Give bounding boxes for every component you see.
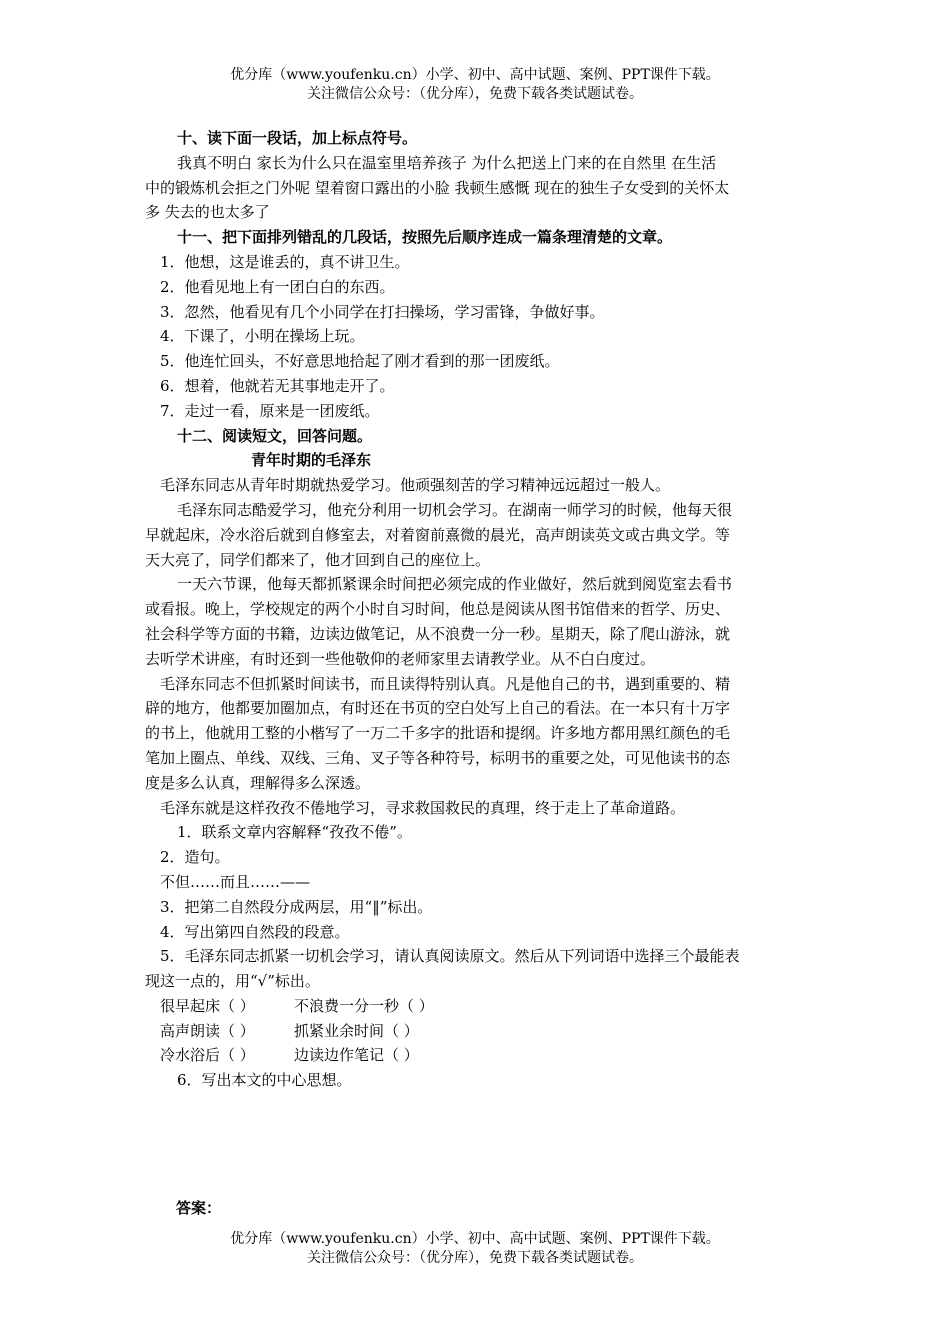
question-3: 3．把第二自然段分成两层，用“‖”标出。 (160, 897, 433, 916)
footer-line-2: 关注微信公众号：（优分库），免费下载各类试题试卷。 (307, 1250, 643, 1266)
section-11-item: 4．下课了，小明在操场上玩。 (160, 327, 365, 346)
question-5: 现这一点的，用“√”标出。 (145, 972, 320, 991)
article-paragraph-3: 一天六节课，他每天都抓紧课余时间把必须完成的作业做好，然后就到阅览室去看书 (177, 575, 733, 594)
section-10-line: 我真不明白 家长为什么只在温室里培养孩子 为什么把送上门来的在自然里 在生活 (177, 153, 717, 172)
option-item: 边读边作笔记（ ） (294, 1046, 419, 1065)
section-10-line: 中的锻炼机会拒之门外呢 望着窗口露出的小脸 我顿生感慨 现在的独生子女受到的关怀太 (145, 178, 730, 197)
question-5: 5．毛泽东同志抓紧一切机会学习，请认真阅读原文。然后从下列词语中选择三个最能表 (160, 947, 740, 966)
section-11-item: 3．忽然，他看见有几个小同学在打扫操场，学习雷锋，争做好事。 (160, 302, 605, 321)
option-row (145, 1043, 811, 1068)
header-line-2: 关注微信公众号：（优分库），免费下载各类试题试卷。 (307, 86, 643, 102)
section-11-item: 2．他看见地上有一团白白的东西。 (160, 277, 395, 296)
section-12-title: 十二、阅读短文，回答问题。 (177, 426, 373, 445)
article-paragraph-3: 社会科学等方面的书籍，边读边做笔记，从不浪费一分一秒。星期天，除了爬山游泳，就 (145, 624, 731, 643)
option-row (145, 994, 811, 1019)
option-item: 高声朗读（ ） (160, 1021, 255, 1040)
option-item: 冷水浴后（ ） (160, 1046, 255, 1065)
document-body (145, 126, 811, 1093)
question-2: 2．造句。 (160, 848, 230, 867)
option-item: 很早起床（ ） (160, 996, 255, 1015)
article-paragraph-4: 毛泽东同志不但抓紧时间读书，而且读得特别认真。凡是他自己的书，遇到重要的、精 (160, 674, 731, 693)
header-line-1: 优分库（www.youfenku.cn）小学、初中、高中试题、案例、PPT课件下载。 (230, 67, 720, 83)
article-paragraph-2: 毛泽东同志酷爱学习，他充分利用一切机会学习。在湖南一师学习的时候，他每天很 (177, 500, 733, 519)
article-title: 青年时期的毛泽东 (251, 451, 372, 470)
section-10-line: 多 失去的也太多了 (145, 203, 270, 222)
option-item: 不浪费一分一秒（ ） (294, 996, 434, 1015)
article-paragraph-2: 天大亮了，同学们都来了，他才回到自己的座位上。 (145, 550, 491, 569)
section-11-title: 十一、把下面排列错乱的几段话，按照先后顺序连成一篇条理清楚的文章。 (177, 228, 673, 247)
article-paragraph-2: 早就起床，冷水浴后就到自修室去，对着窗前熹微的晨光，高声朗读英文或古典文学。等 (145, 525, 731, 544)
footer-line-1: 优分库（www.youfenku.cn）小学、初中、高中试题、案例、PPT课件下载。 (230, 1231, 720, 1247)
page-footer (0, 1230, 950, 1268)
article-paragraph-5: 毛泽东就是这样孜孜不倦地学习，寻求救国救民的真理，终于走上了革命道路。 (160, 798, 686, 817)
section-11-item: 7．走过一看，原来是一团废纸。 (160, 401, 380, 420)
article-paragraph-4: 的书上，他就用工整的小楷写了一万二千多字的批语和提纲。许多地方都用黑红颜色的毛 (145, 724, 731, 743)
section-11-item: 5．他连忙回头，不好意思地拾起了刚才看到的那一团废纸。 (160, 352, 560, 371)
option-item: 抓紧业余时间（ ） (294, 1021, 419, 1040)
answer-label: 答案： (176, 1199, 222, 1217)
article-paragraph-4: 度是多么认真，理解得多么深透。 (145, 773, 371, 792)
section-10-title: 十、读下面一段话，加上标点符号。 (177, 129, 418, 147)
article-paragraph-3: 或看报。晚上，学校规定的两个小时自习时间，他总是阅读从图书馆借来的哲学、历史、 (145, 600, 731, 619)
question-1: 1．联系文章内容解释“孜孜不倦”。 (177, 823, 412, 842)
option-row (145, 1019, 811, 1044)
question-6: 6．写出本文的中心思想。 (177, 1071, 352, 1090)
article-paragraph-4: 辟的地方，他都要加圈加点，有时还在书页的空白处写上自己的看法。在一本只有十万字 (145, 699, 731, 718)
article-paragraph-1: 毛泽东同志从青年时期就热爱学习。他顽强刻苦的学习精神远远超过一般人。 (160, 476, 671, 495)
section-11-item: 1．他想，这是谁丢的，真不讲卫生。 (160, 252, 410, 271)
article-paragraph-4: 笔加上圈点、单线、双线、三角、叉子等各种符号，标明书的重要之处，可见他读书的态 (145, 748, 731, 767)
question-4: 4．写出第四自然段的段意。 (160, 922, 350, 941)
section-11-item: 6．想着，他就若无其事地走开了。 (160, 376, 395, 395)
page-header (0, 66, 950, 104)
question-2-blank: 不但……而且……—— (160, 872, 311, 891)
article-paragraph-3: 去听学术讲座，有时还到一些他敬仰的老师家里去请教学业。从不白白度过。 (145, 649, 656, 668)
